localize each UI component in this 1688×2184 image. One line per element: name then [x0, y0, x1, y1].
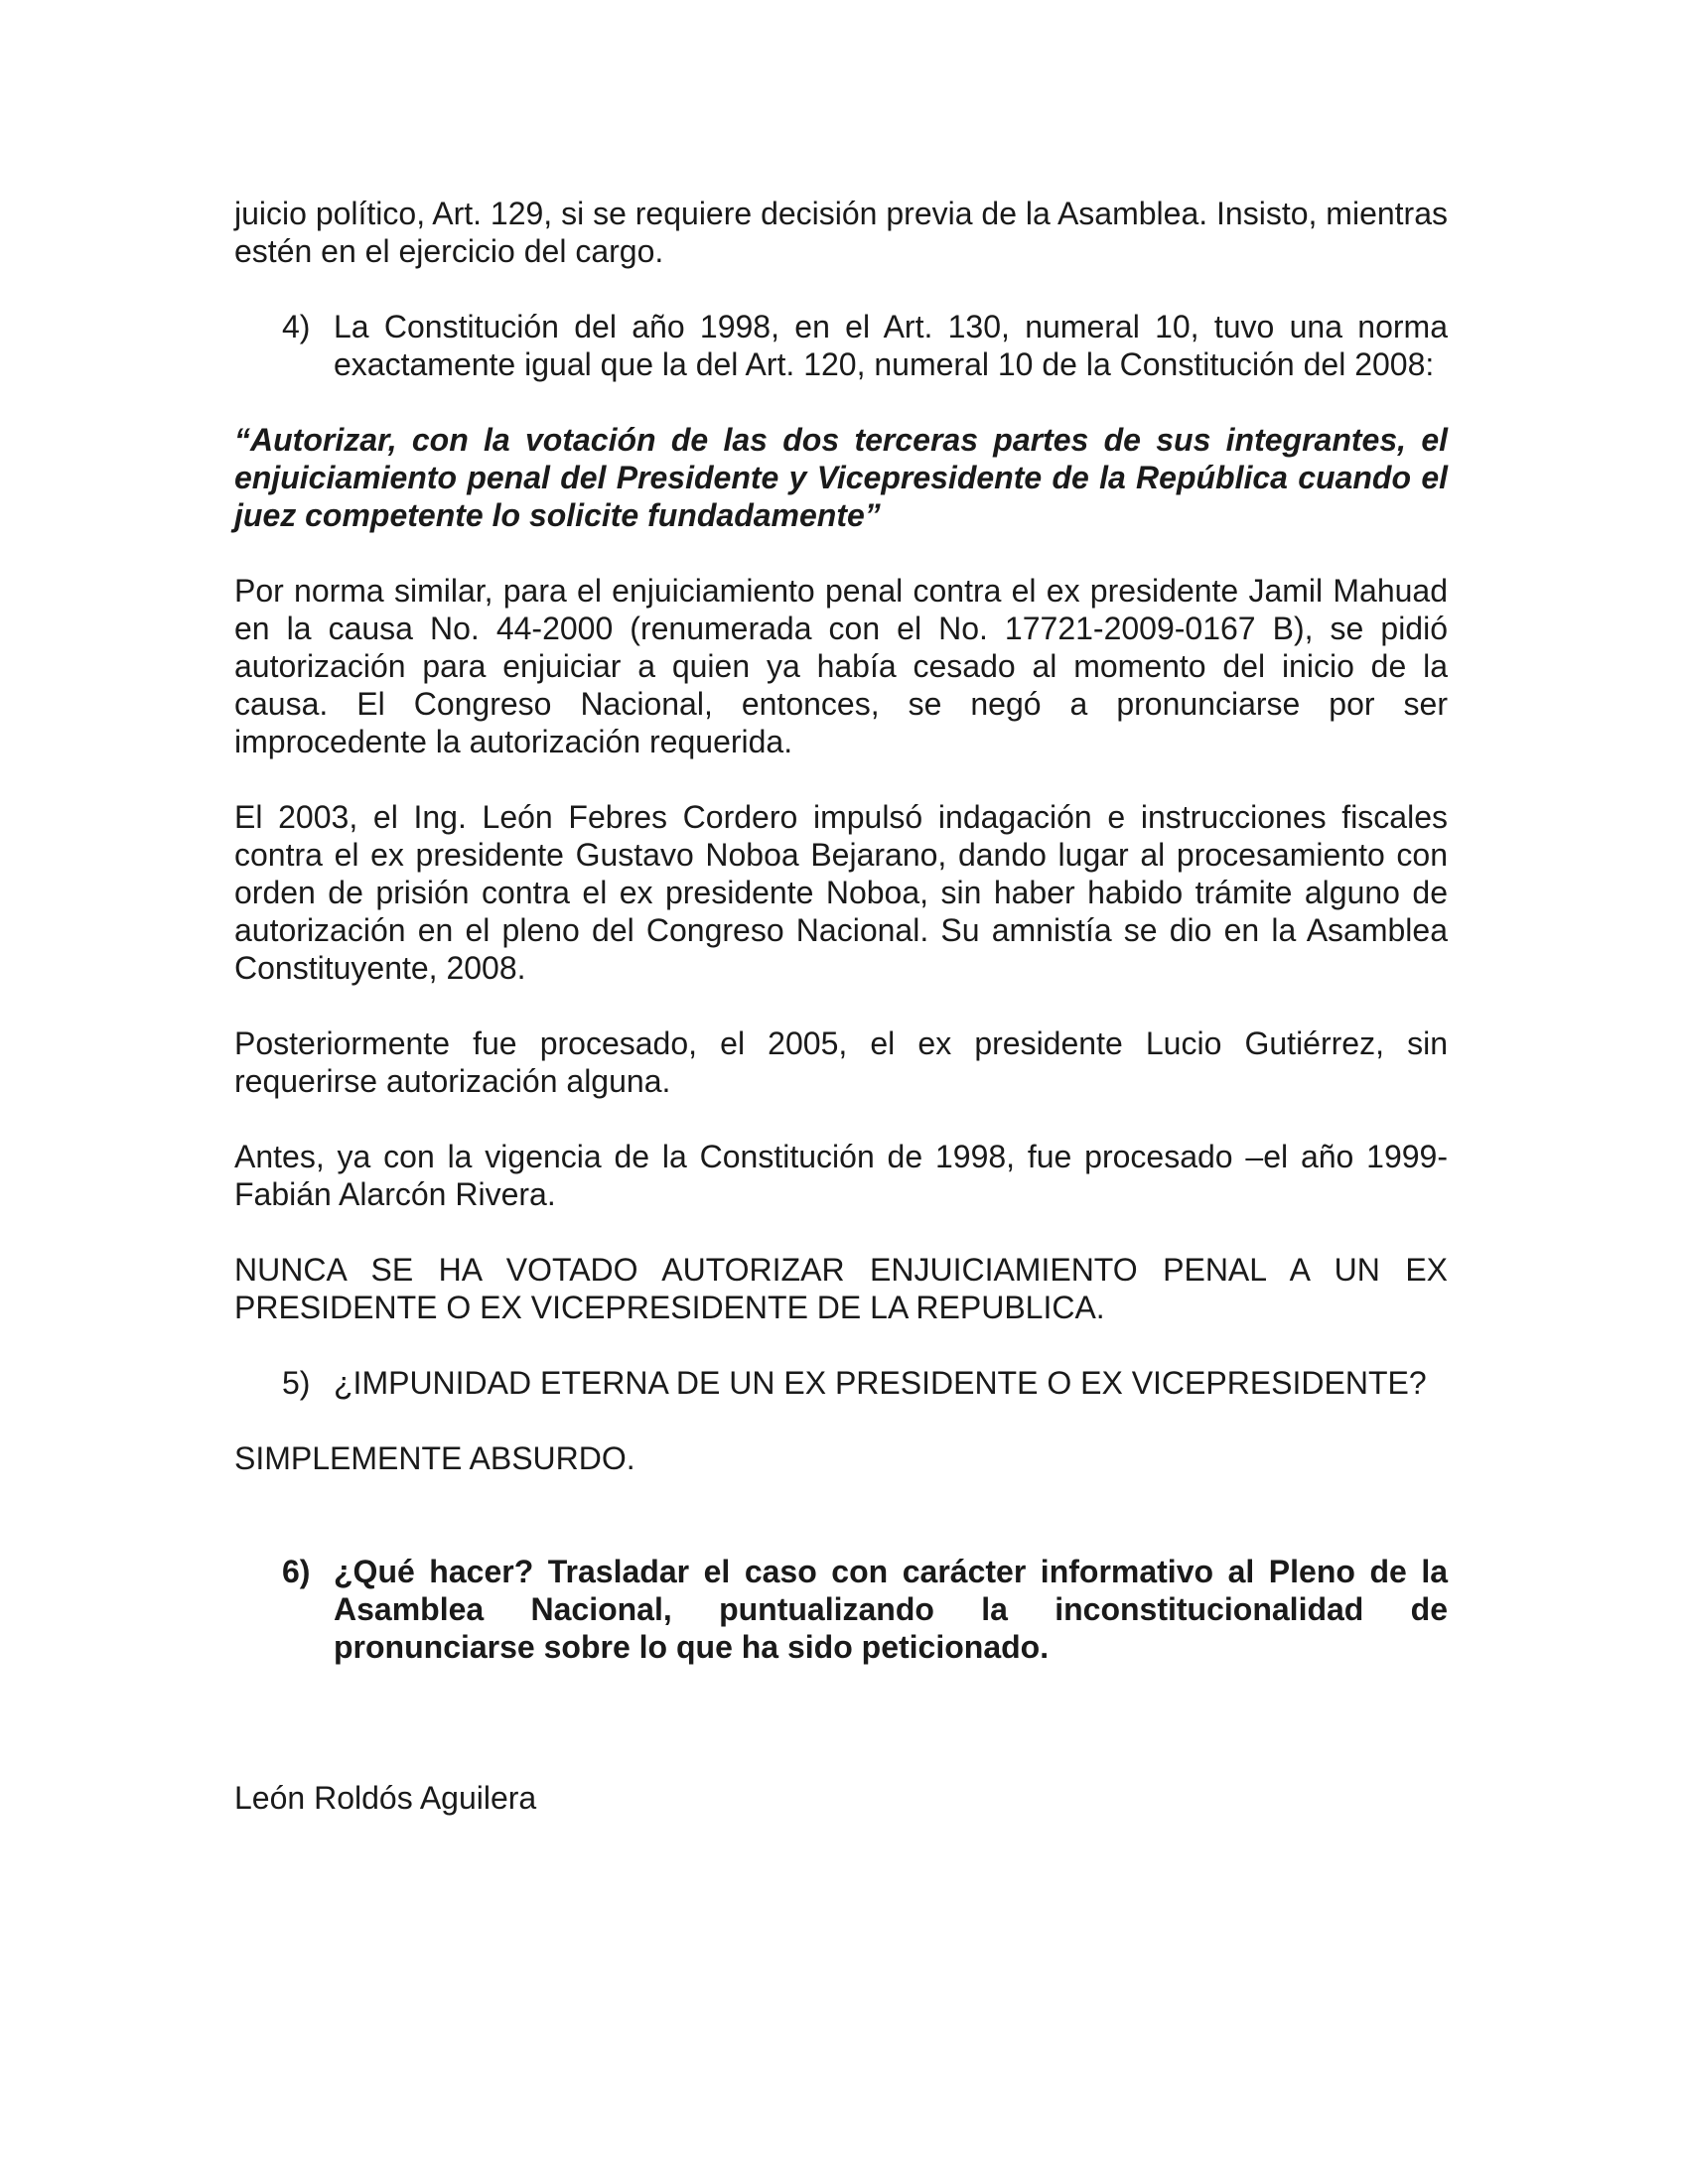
paragraph-nunca: NUNCA SE HA VOTADO AUTORIZAR ENJUICIAMIENTO PENAL A UN EX PRESIDENTE O EX VICEPRESIDENTE DE LA REPUBLICA. [234, 1252, 1448, 1325]
document-page [234, 195, 1448, 1817]
signature: León Roldós Aguilera [234, 1780, 537, 1816]
paragraph-alarcon: Antes, ya con la vigencia de la Constitución de 1998, fue procesado –el año 1999- Fabián Alarcón Rivera. [234, 1139, 1448, 1212]
list-text: ¿IMPUNIDAD ETERNA DE UN EX PRESIDENTE O EX VICEPRESIDENTE? [334, 1365, 1427, 1401]
paragraph-noboa: El 2003, el Ing. León Febres Cordero impulsó indagación e instrucciones fiscales contra el ex presidente Gustavo Noboa Bejarano, dando lugar al procesamiento con orden de prisión contra el ex presidente Noboa, sin haber habido trámite alguno de autorización en el pleno del Congreso Nacional. Su amnistía se dio en la Asamblea Constituyente, 2008. [234, 799, 1448, 986]
paragraph-juicio-politico: juicio político, Art. 129, si se requiere decisión previa de la Asamblea. Insisto, mientras estén en el ejercicio del cargo. [234, 196, 1448, 269]
list-item-4 [282, 308, 1448, 383]
list-item-5 [282, 1364, 1448, 1402]
list-number: 4) [282, 309, 311, 344]
list-item-6 [282, 1553, 1448, 1666]
paragraph-gutierrez: Posteriormente fue procesado, el 2005, el ex presidente Lucio Gutiérrez, sin requerirse autorización alguna. [234, 1025, 1448, 1099]
quoted-norm: “Autorizar, con la votación de las dos terceras partes de sus integrantes, el enjuiciamiento penal del Presidente y Vicepresidente de la República cuando el juez competente lo solicite fundadamente” [234, 422, 1448, 533]
paragraph-absurdo: SIMPLEMENTE ABSURDO. [234, 1440, 635, 1476]
list-text: ¿Qué hacer? Trasladar el caso con carácter informativo al Pleno de la Asamblea Nacional, puntualizando la inconstitucionalidad de pronunciarse sobre lo que ha sido peticionado. [334, 1554, 1448, 1665]
list-text: La Constitución del año 1998, en el Art. 130, numeral 10, tuvo una norma exactamente igual que la del Art. 120, numeral 10 de la Constitución del 2008: [334, 309, 1448, 382]
list-number: 5) [282, 1365, 311, 1401]
paragraph-mahuad: Por norma similar, para el enjuiciamiento penal contra el ex presidente Jamil Mahuad en la causa No. 44-2000 (renumerada con el No. 17721-2009-0167 B), se pidió autorización para enjuiciar a quien ya había cesado al momento del inicio de la causa. El Congreso Nacional, entonces, se negó a pronunciarse por ser improcedente la autorización requerida. [234, 573, 1448, 759]
list-number: 6) [282, 1554, 311, 1589]
